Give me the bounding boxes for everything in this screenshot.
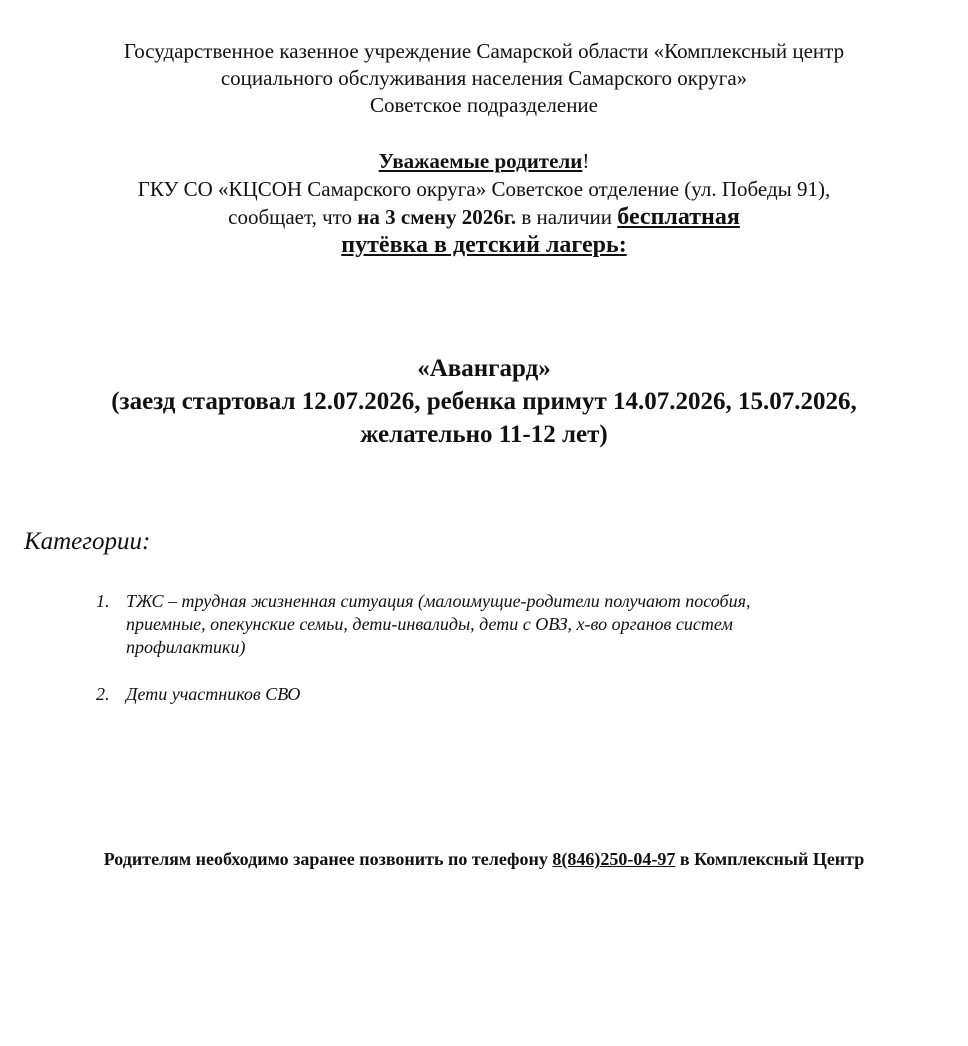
header-line-3: Советское подразделение [370, 93, 598, 117]
greeting-exclamation: ! [582, 149, 590, 173]
list-item-text [126, 590, 856, 659]
greeting-line-3 [40, 231, 928, 259]
free-label: бесплатная [617, 204, 740, 230]
header-line-1: Государственное казенное учреждение Самарской области «Комплексный центр [123, 39, 845, 63]
list-item-line: профилактики) [126, 637, 246, 657]
categories-list [96, 590, 856, 730]
camp-details-line-1: (заезд стартовал 12.07.2026, ребенка примут 14.07.2026, 15.07.2026, [111, 388, 857, 415]
header-line-2: социального обслуживания населения Самарского округа» [220, 66, 748, 90]
voucher-label: путёвка в детский лагерь: [341, 232, 627, 258]
greeting-line-2-prefix: сообщает, что [228, 205, 358, 229]
greeting-line-1: ГКУ СО «КЦСОН Самарского округа» Советское отделение (ул. Победы 91), [137, 177, 831, 201]
categories-heading: Категории: [24, 528, 151, 555]
greeting-title: Уважаемые родители [378, 149, 583, 173]
list-item-line: Дети участников СВО [126, 684, 301, 704]
list-item-line: приемные, опекунские семьи, дети-инвалиды, дети с ОВЗ, х-во органов систем [126, 614, 733, 634]
camp-block [30, 352, 938, 451]
camp-details-line-2: желательно 11-12 лет) [360, 421, 608, 448]
greeting-line-2-mid: в наличии [516, 205, 618, 229]
list-item-number: 1. [96, 591, 110, 611]
list-item-line: ТЖС – трудная жизненная ситуация (малоимущие-родители получают пособия, [126, 591, 751, 611]
organization-header [40, 38, 928, 119]
greeting-block [40, 147, 928, 259]
contact-footer [20, 849, 948, 870]
list-item [96, 683, 856, 706]
list-item-text [126, 683, 856, 706]
footer-prefix: Родителям необходимо заранее позвонить по телефону [103, 849, 553, 869]
phone-number: 8(846)250-04-97 [552, 849, 676, 869]
footer-suffix: в Комплексный Центр [675, 849, 865, 869]
list-item-number: 2. [96, 684, 110, 704]
list-item [96, 590, 856, 659]
greeting-title-line [40, 147, 928, 175]
camp-name: «Авангард» [417, 355, 551, 382]
greeting-line-2 [40, 203, 928, 231]
shift-info: на 3 смену 2026г. [357, 205, 517, 229]
